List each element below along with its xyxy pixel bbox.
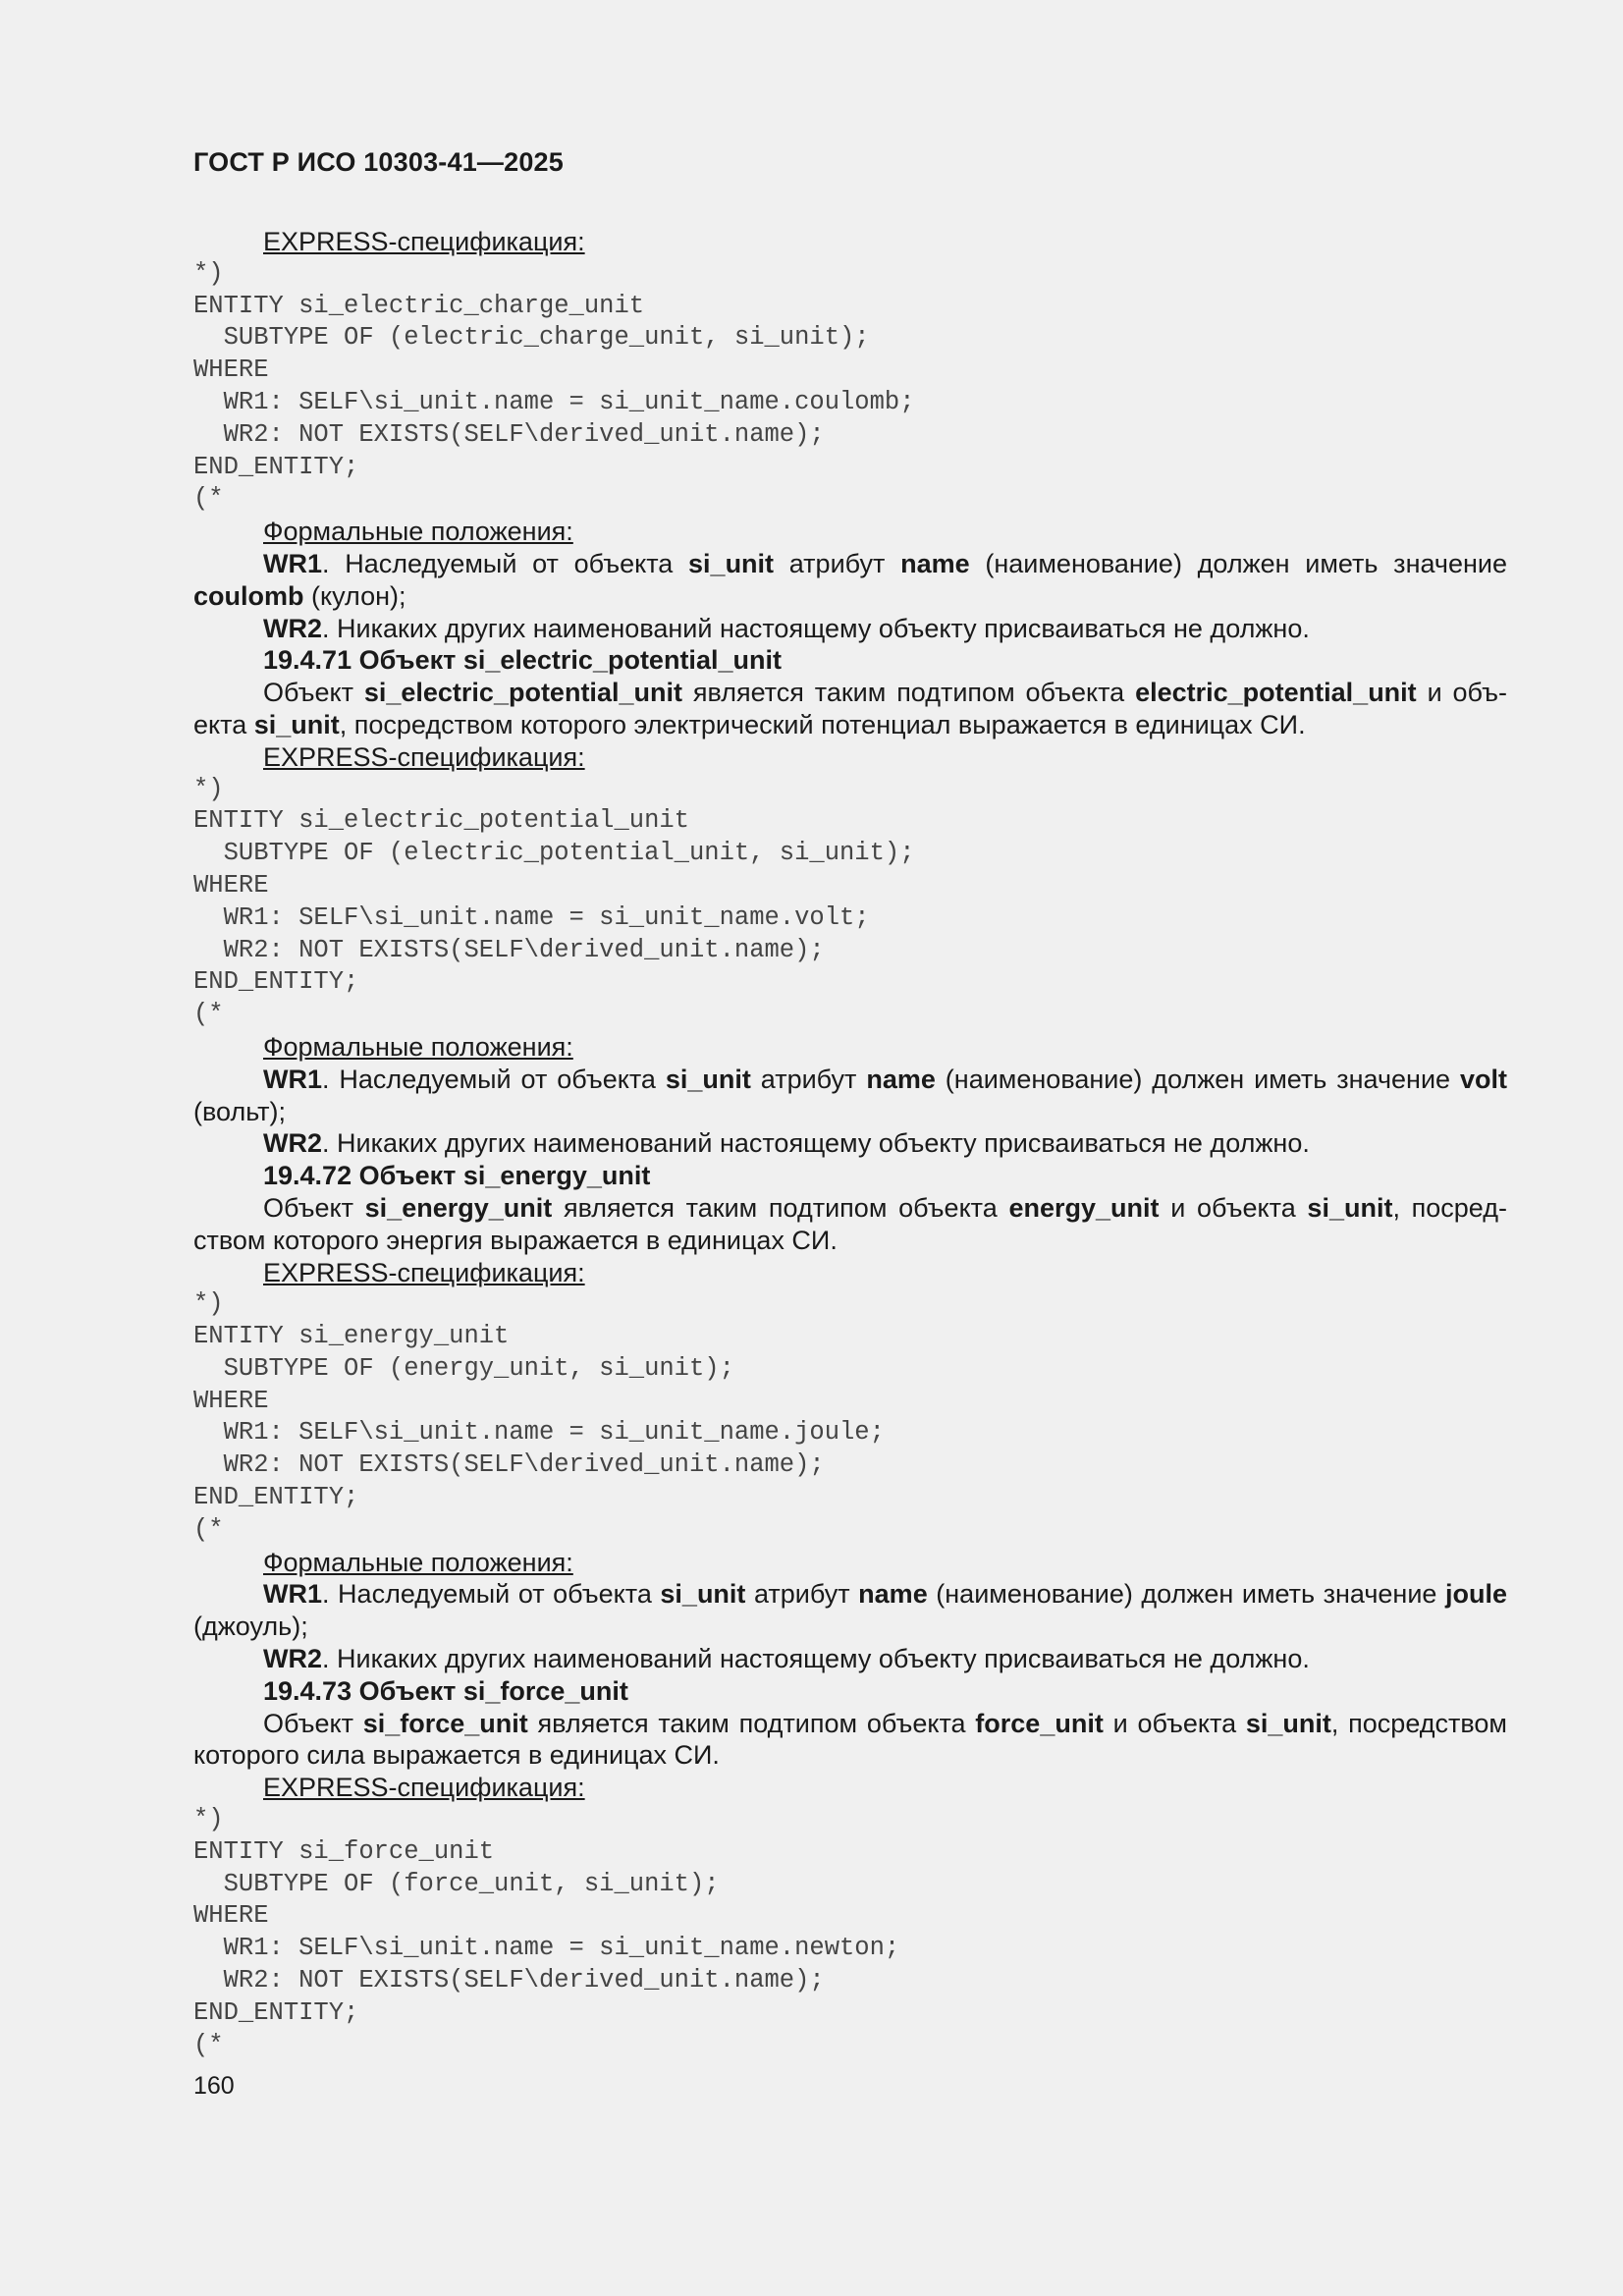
express-spec-label: EXPRESS-спецификация: [263,1257,585,1287]
rule-wr2: WR2. Никаких других наименований настоящему объекту присваиваться не должно. [263,1644,1310,1674]
code-line: WR1: SELF\si_unit.name = si_unit_name.coulomb; [193,387,915,416]
rule-id: WR1 [263,1064,322,1094]
code-line: WR1: SELF\si_unit.name = si_unit_name.volt; [193,902,870,932]
code-line: END_ENTITY; [193,452,359,481]
express-spec-label: EXPRESS-спецификация: [263,741,585,772]
code-line: WR2: NOT EXISTS(SELF\derived_unit.name); [193,1450,825,1480]
code-line: (* [193,2030,224,2059]
code-line: *) [193,774,224,803]
code-line: ENTITY si_energy_unit [193,1322,510,1351]
section-force-unit [193,1675,1507,2062]
rule-id: WR2 [263,1644,322,1674]
code-line: (* [193,1514,224,1544]
rule-wr1: WR1. Наследуемый от объекта si_unit атрибут name (наименование) должен иметь значение volt (вольт); [193,1064,1507,1126]
code-line: SUBTYPE OF (force_unit, si_unit); [193,1869,720,1898]
code-line: WHERE [193,870,269,900]
rule-id: WR1 [263,1579,322,1610]
section-description: Объект si_electric_potential_unit является таким подтипом объекта electric_potential_unit и объекта si_unit, посредством которого электрический потенциал выражается в единицах СИ. [193,678,1507,739]
code-line: WR2: NOT EXISTS(SELF\derived_unit.name); [193,419,825,449]
code-line: WHERE [193,355,269,385]
section-description: Объект si_force_unit является таким подтипом объекта force_unit и объекта si_unit, посредством которого сила выражается в единицах СИ. [193,1708,1507,1771]
code-line: SUBTYPE OF (electric_charge_unit, si_unit); [193,323,870,353]
express-spec-label: EXPRESS-спецификация: [263,227,585,256]
code-line: WR1: SELF\si_unit.name = si_unit_name.newton; [193,1934,900,1963]
document-body [193,226,1507,2061]
rule-wr1: WR1. Наследуемый от объекта si_unit атрибут name (наименование) должен иметь значение coulomb (кулон); [193,548,1507,611]
section-description: Объект si_energy_unit является таким подтипом объекта energy_unit и объекта si_unit, посредством которого энергия выражается в единицах СИ. [193,1192,1507,1255]
code-line: *) [193,1289,224,1319]
section-energy-unit [193,1160,1507,1675]
section-electric-potential-unit [193,644,1507,1160]
code-line: ENTITY si_electric_potential_unit [193,806,689,836]
page-number: 160 [193,2072,235,2100]
code-line: END_ENTITY; [193,967,359,997]
section-heading: 19.4.71 Объект si_electric_potential_unit [263,645,782,676]
section-heading: 19.4.72 Объект si_energy_unit [263,1161,651,1191]
code-line: *) [193,258,224,288]
section-heading: 19.4.73 Объект si_force_unit [263,1675,628,1706]
code-line: WR2: NOT EXISTS(SELF\derived_unit.name); [193,935,825,964]
code-line: WR1: SELF\si_unit.name = si_unit_name.joule; [193,1418,885,1448]
formal-propositions-label: Формальные положения: [263,1031,573,1062]
code-line: END_ENTITY; [193,1997,359,2027]
code-line: SUBTYPE OF (electric_potential_unit, si_unit); [193,839,915,868]
formal-propositions-label: Формальные положения: [263,1547,573,1577]
rule-wr1: WR1. Наследуемый от объекта si_unit атрибут name (наименование) должен иметь значение joule (джоуль); [193,1579,1507,1642]
document-header: ГОСТ Р ИСО 10303-41—2025 [193,147,564,177]
code-line: WR2: NOT EXISTS(SELF\derived_unit.name); [193,1966,825,1995]
code-line: (* [193,1000,224,1029]
code-line: (* [193,484,224,514]
code-line: WHERE [193,1386,269,1415]
express-spec-label: EXPRESS-спецификация: [263,1773,585,1803]
rule-wr2: WR2. Никаких других наименований настоящему объекту присваиваться не должно. [263,1128,1310,1159]
code-line: ENTITY si_electric_charge_unit [193,291,645,320]
rule-wr2: WR2. Никаких других наименований настоящему объекту присваиваться не должно. [263,613,1310,643]
rule-id: WR1 [263,548,322,578]
code-line: *) [193,1805,224,1834]
code-line: END_ENTITY; [193,1483,359,1512]
section-electric-charge-unit [193,226,1507,644]
rule-id: WR2 [263,613,322,643]
formal-propositions-label: Формальные положения: [263,517,573,547]
code-line: ENTITY si_force_unit [193,1836,495,1866]
code-line: WHERE [193,1901,269,1931]
rule-id: WR2 [263,1128,322,1159]
code-line: SUBTYPE OF (energy_unit, si_unit); [193,1353,734,1383]
